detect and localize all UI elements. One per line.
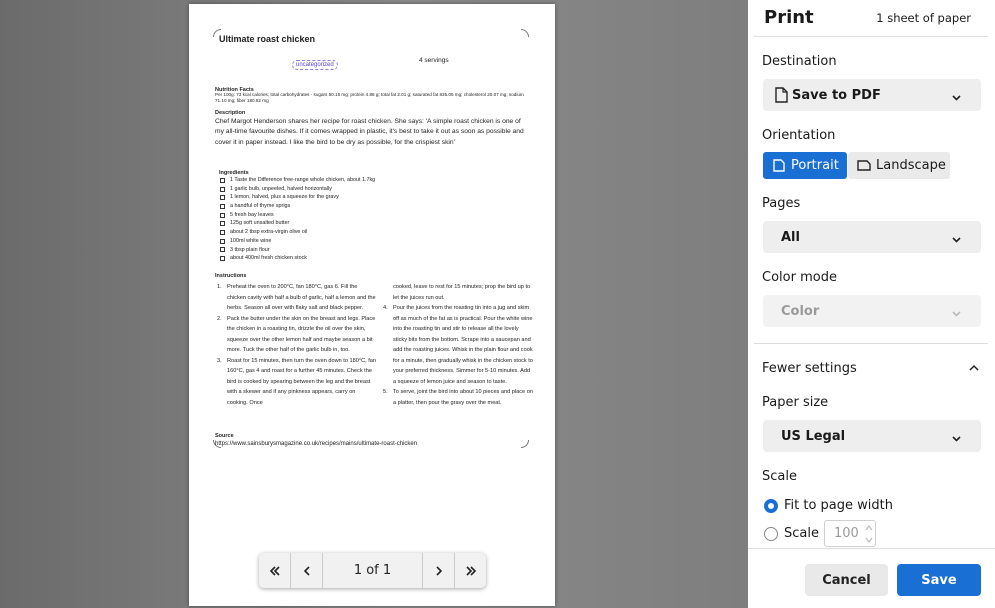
ingredient-text: 3 tbsp plain flour xyxy=(230,246,270,253)
chevron-down-icon xyxy=(952,432,961,441)
spin-down-icon[interactable] xyxy=(865,536,873,544)
source-url: https://www.sainsburysmagazine.co.uk/recipes/mains/ultimate-roast-chicken xyxy=(215,441,418,447)
checkbox-icon xyxy=(220,187,225,192)
double-chevron-left-icon xyxy=(269,565,281,577)
instruction-step xyxy=(383,303,533,387)
recipe-servings: 4 servings xyxy=(419,57,449,64)
ingredient-item xyxy=(220,193,420,202)
instruction-step xyxy=(383,282,533,303)
chevron-down-icon xyxy=(952,91,961,100)
destination-value: Save to PDF xyxy=(792,87,881,103)
step-text: To serve, joint the bird into about 10 pieces and place on a platter, then pour the gravy over the meat. xyxy=(393,389,533,406)
ingredients-heading: Ingredients xyxy=(219,170,249,176)
step-number: 5. xyxy=(383,389,388,395)
instructions-heading: Instructions xyxy=(215,273,247,279)
first-page-button[interactable] xyxy=(259,555,290,586)
step-number: 1. xyxy=(217,284,222,290)
checkbox-icon xyxy=(220,213,225,218)
panel-title: Print xyxy=(764,7,814,28)
checkbox-icon xyxy=(220,178,225,183)
instruction-step xyxy=(383,387,533,408)
landscape-icon xyxy=(857,159,871,172)
scale-value: 100 xyxy=(834,526,859,541)
color-mode-select[interactable] xyxy=(763,295,981,327)
description-text: Chef Margot Henderson shares her recipe for roast chicken. She says: 'A simple roast chicken is one of my all-time favourite dishes. If it comes wrapped in plastic, it's best to take it out as soon as possible and cover it in paper instead. I like the bird to be dry as possible, for the crispiest skin' xyxy=(215,118,524,146)
ingredient-text: a handful of thyme sprigs xyxy=(230,203,291,210)
fewer-settings-toggle[interactable]: Fewer settings xyxy=(762,361,857,376)
document-icon xyxy=(775,87,788,103)
step-number: 3. xyxy=(217,357,222,364)
next-page-button[interactable] xyxy=(423,555,454,586)
preview-page xyxy=(189,4,555,606)
ingredient-item xyxy=(220,237,420,246)
ingredient-item xyxy=(220,202,420,211)
double-chevron-right-icon xyxy=(465,565,477,577)
portrait-label: Portrait xyxy=(791,158,839,173)
panel-footer xyxy=(748,548,995,608)
instructions-column xyxy=(383,282,533,408)
custom-scale-label: Scale xyxy=(784,526,819,541)
instructions-column xyxy=(217,282,376,408)
ingredient-item xyxy=(220,246,420,255)
cancel-button[interactable]: Cancel xyxy=(805,564,888,596)
step-number: 2. xyxy=(217,315,222,322)
checkbox-icon xyxy=(220,221,225,226)
pages-value: All xyxy=(781,229,800,245)
previous-page-button[interactable] xyxy=(291,555,322,586)
portrait-option[interactable] xyxy=(763,152,847,179)
ingredients-list xyxy=(220,176,420,263)
nutrition-text: Per 100g: 73 kcal calories; total carbohydrates - sugars 50.15 mg; protein 4.86 g; total fat 2.01 g; saturated fat 835.05 mg; cholesterol 20.07 mg; sodium 71.10 mg; fiber 180.82 mg xyxy=(215,92,524,103)
custom-scale-radio[interactable] xyxy=(764,527,778,541)
checkbox-icon xyxy=(220,256,225,261)
ingredient-text: about 2 tbsp extra-virgin olive oil xyxy=(230,229,308,236)
ingredient-item xyxy=(220,254,420,263)
chevron-up-icon[interactable] xyxy=(969,364,979,372)
ingredient-item xyxy=(220,211,420,220)
instruction-step xyxy=(217,356,376,409)
source-heading: Source xyxy=(215,433,234,439)
save-button[interactable]: Save xyxy=(897,564,981,596)
fit-to-page-radio[interactable] xyxy=(764,499,778,513)
ingredient-text: 1 garlic bulb, unpeeled, halved horizontally xyxy=(230,185,332,192)
last-page-button[interactable] xyxy=(455,555,486,586)
paper-size-select[interactable] xyxy=(763,420,981,452)
checkbox-icon xyxy=(220,195,225,200)
ingredient-item xyxy=(220,176,420,185)
step-text: Preheat the oven to 200°C, fan 180°C, gas 6. Fill the chicken cavity with half a bulb of garlic, half a lemon and the herbs. Season all over with flaky salt and black pepper. xyxy=(227,284,376,311)
sheet-count: 1 sheet of paper xyxy=(876,11,971,25)
print-settings-panel xyxy=(748,0,995,608)
instruction-step xyxy=(217,314,376,356)
chevron-down-icon xyxy=(952,233,961,242)
landscape-option[interactable] xyxy=(848,152,950,179)
step-number xyxy=(383,282,393,303)
spin-up-icon[interactable] xyxy=(865,524,873,532)
step-text: cooked, leave to rest for 15 minutes; prop the bird up to let the juices run out. xyxy=(393,284,531,301)
scale-label: Scale xyxy=(762,469,797,484)
ingredient-item xyxy=(220,185,420,194)
checkbox-icon xyxy=(220,230,225,235)
checkbox-icon xyxy=(220,247,225,252)
chevron-down-icon xyxy=(952,307,961,316)
color-mode-value: Color xyxy=(781,303,820,319)
step-text: Roast for 15 minutes, then turn the oven down to 180°C, fan 160°C, gas 4 and roast for a further 45 minutes. Check the bird is cooked by spearing between the leg and the breast with a skewer and if any pinkness appears, carry on cooking. Once xyxy=(227,357,377,406)
step-text: Pour the juices from the roasting tin into a jug and skim off as much of the fat as is practical. Pour the white wine into the roasting tin and stir to release all the lovely sticky bits from the bottom. Scrape into a saucepan and add the roasting juices. Whisk in the plain flour and cook for a minute, then gradually whisk in the chicken stock to your preferred thickness. Simmer for 5-10 minutes. Add a squeeze of lemon juice and season to taste. xyxy=(393,305,533,385)
chevron-right-icon xyxy=(433,565,445,577)
paper-size-value: US Legal xyxy=(781,428,846,444)
ingredient-item xyxy=(220,228,420,237)
ingredient-text: about 400ml fresh chicken stock xyxy=(230,255,308,262)
page-indicator: 1 of 1 xyxy=(353,563,392,578)
chevron-left-icon xyxy=(301,565,313,577)
portrait-icon xyxy=(772,159,786,172)
nutrition-heading: Nutrition Facts xyxy=(215,87,254,93)
ingredient-item xyxy=(220,219,420,228)
destination-label: Destination xyxy=(762,54,837,69)
ingredient-text: 1 lemon, halved, plus a squeeze for the gravy xyxy=(230,194,339,201)
step-number: 4. xyxy=(383,305,388,311)
ingredient-text: 1 Taste the Difference free-range whole chicken, about 1.7kg xyxy=(230,177,376,183)
step-text: Pack the butter under the skin on the breast and legs. Place the chicken in a roasting tin, drizzle the oil over the skin, squeeze over the other lemon half and maybe season a bit more. Tuck the other half of the garlic bulb in, too. xyxy=(227,315,376,353)
checkbox-icon xyxy=(220,204,225,209)
crop-mark xyxy=(521,29,529,37)
instruction-step xyxy=(217,282,376,314)
crop-mark xyxy=(521,440,529,448)
pages-label: Pages xyxy=(762,196,801,211)
description-heading: Description xyxy=(215,110,246,116)
color-mode-label: Color mode xyxy=(762,270,837,285)
paper-size-label: Paper size xyxy=(762,395,829,410)
orientation-label: Orientation xyxy=(762,128,836,143)
recipe-tag: uncategorized xyxy=(292,60,338,70)
ingredient-text: 5 fresh bay leaves xyxy=(230,211,274,218)
ingredient-text: 125g soft unsalted butter xyxy=(230,220,290,227)
checkbox-icon xyxy=(220,239,225,244)
page-navigation xyxy=(259,553,486,588)
ingredient-text: 100ml white wine xyxy=(230,237,272,244)
scale-input[interactable] xyxy=(824,520,876,547)
destination-select[interactable] xyxy=(763,79,981,111)
landscape-label: Landscape xyxy=(876,158,946,173)
recipe-title: Ultimate roast chicken xyxy=(219,34,316,44)
fit-to-page-label: Fit to page width xyxy=(784,498,893,513)
pages-select[interactable] xyxy=(763,221,981,253)
